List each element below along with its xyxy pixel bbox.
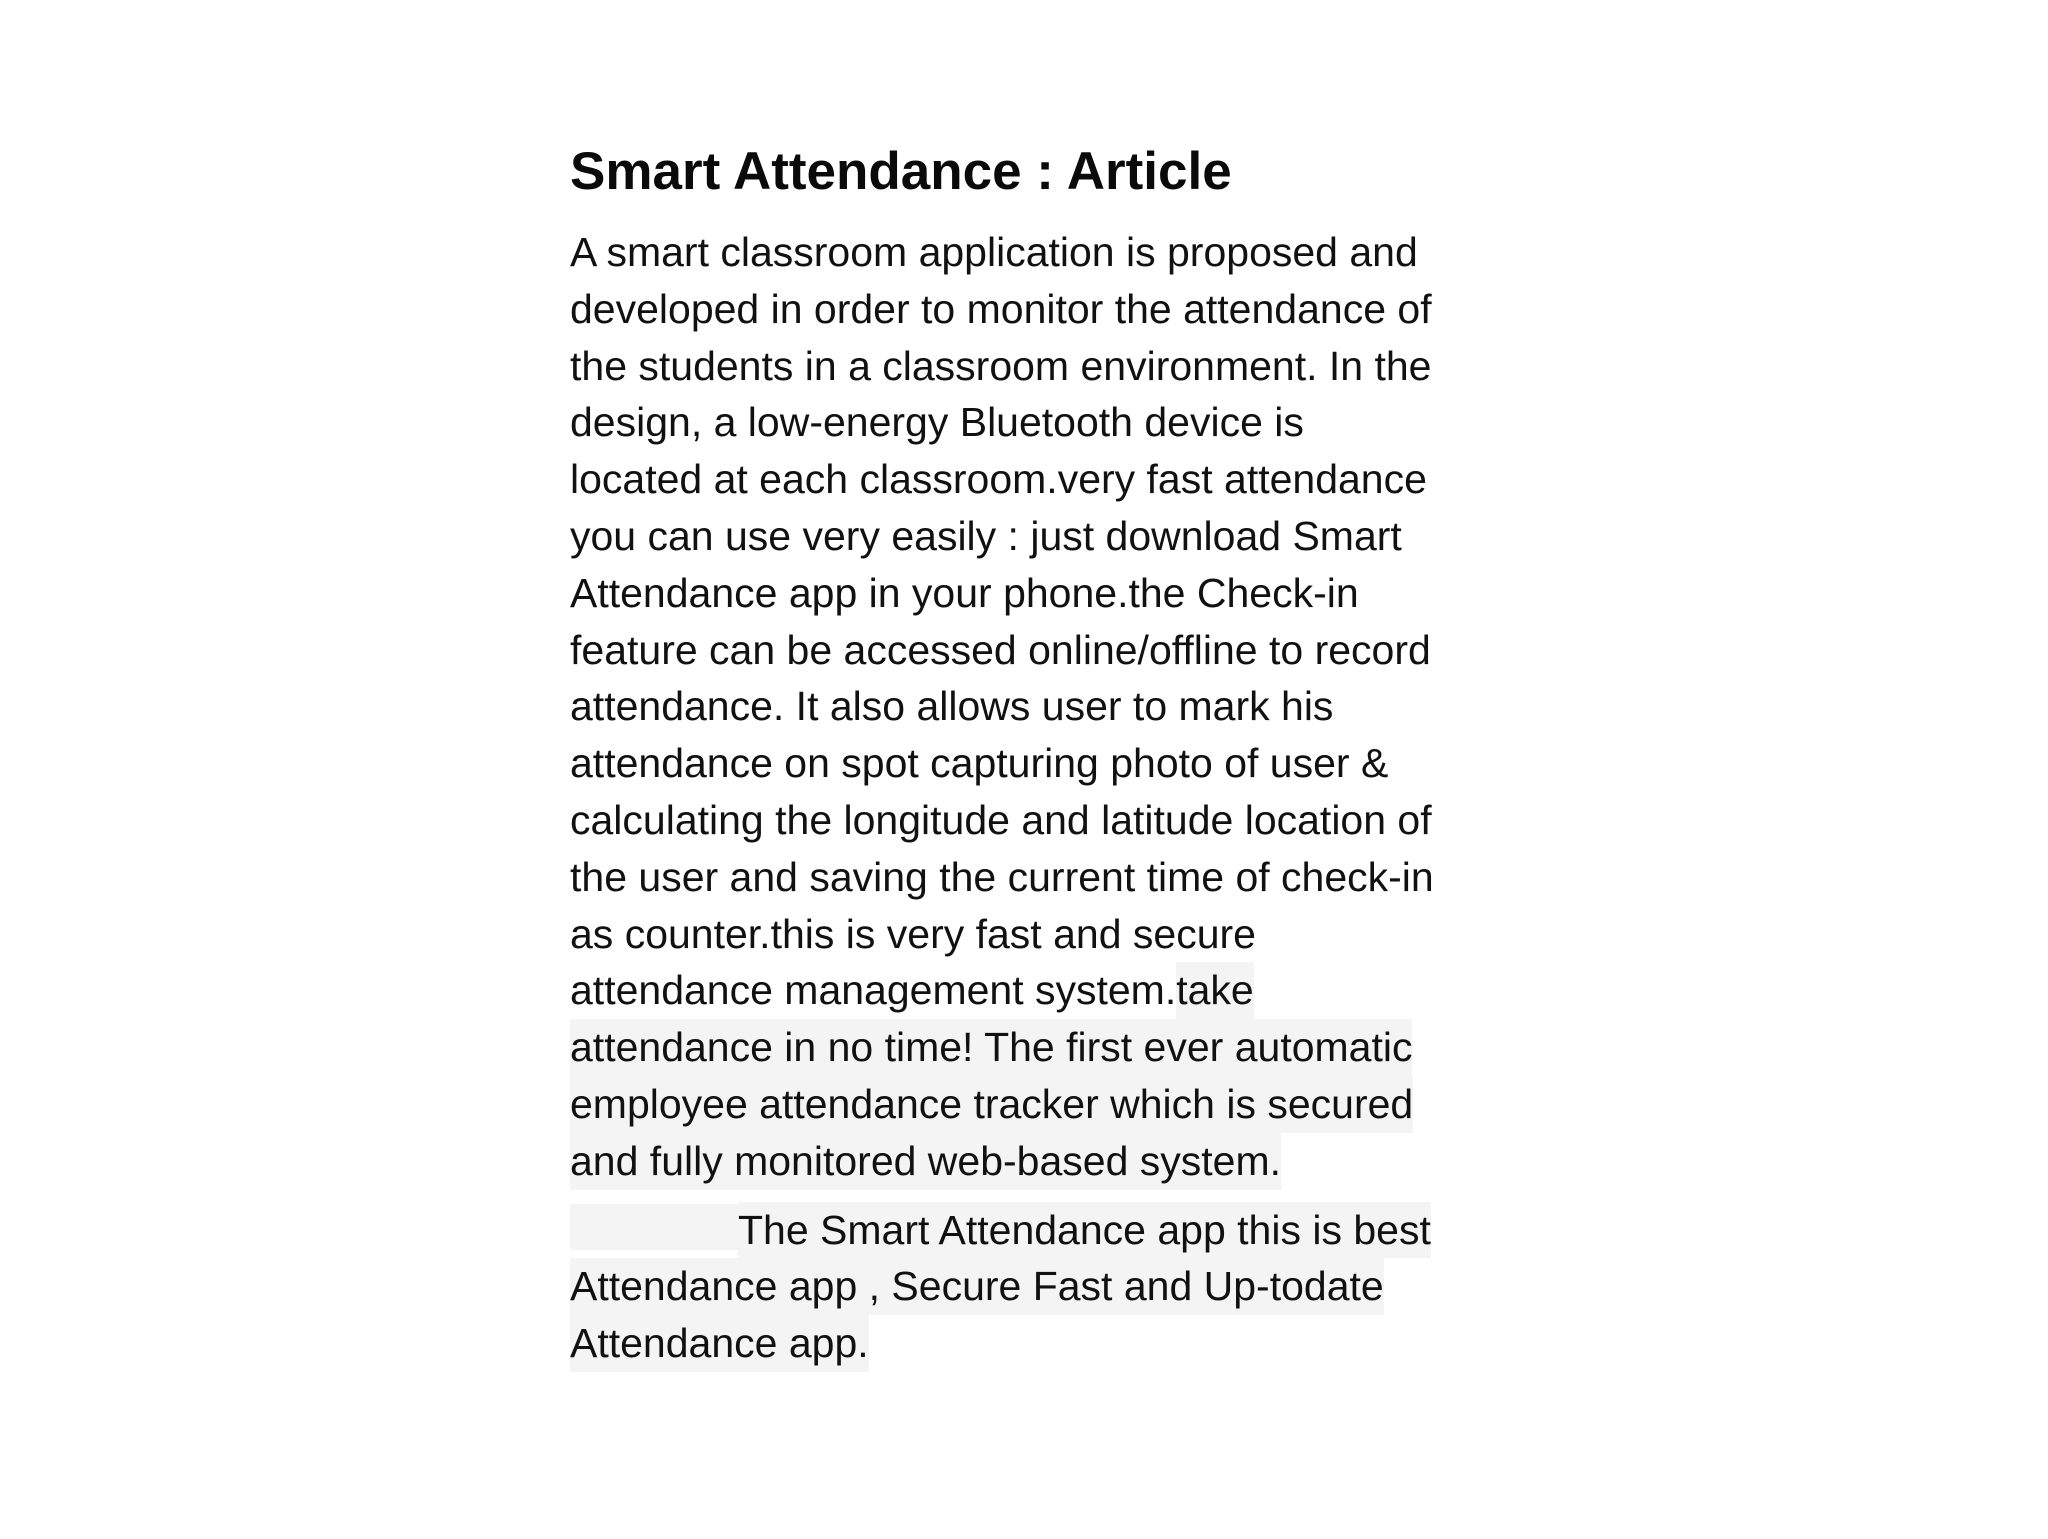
text-line: attendance on spot capturing photo of user &: [570, 740, 1389, 787]
text-line: you can use very easily : just download Smart: [570, 512, 1402, 559]
highlighted-line: [570, 1019, 1530, 1076]
highlighted-line: [570, 1076, 1530, 1133]
text-line: developed in order to monitor the attendance of: [570, 285, 1432, 332]
text-line: calculating the longitude and latitude location of: [570, 796, 1432, 843]
text-line: feature can be accessed online/offline to record: [570, 626, 1431, 673]
text-line: A smart classroom application is proposed and: [570, 229, 1418, 275]
highlighted-text-segment: The Smart Attendance app this is best: [738, 1202, 1431, 1259]
text-line: as counter.this is very fast and secure: [570, 910, 1256, 957]
article-paragraph-1: [570, 224, 1530, 1190]
highlighted-text-segment: employee attendance tracker which is secured: [570, 1076, 1413, 1133]
article-title: Smart Attendance : Article: [570, 142, 1232, 201]
text-line: Attendance app in your phone.the Check-in: [570, 569, 1359, 616]
article-paragraph-2: [570, 1202, 1530, 1372]
highlighted-line: [570, 1315, 1530, 1372]
text-line: the students in a classroom environment. In the: [570, 342, 1432, 389]
highlighted-text-segment: attendance in no time! The first ever automatic: [570, 1019, 1412, 1076]
highlighted-text-segment: and fully monitored web-based system.: [570, 1133, 1281, 1190]
paragraph-gap: [570, 1190, 1530, 1202]
highlighted-text-segment: Attendance app.: [570, 1315, 869, 1372]
highlighted-line: [570, 1202, 1530, 1259]
text-line: located at each classroom.very fast attendance: [570, 456, 1427, 503]
text-segment: attendance management system.: [570, 967, 1177, 1014]
indent-highlight: [570, 1204, 738, 1250]
text-line: attendance. It also allows user to mark his: [570, 683, 1334, 730]
text-line-mixed: [570, 962, 1530, 1019]
text-line: the user and saving the current time of check-in: [570, 853, 1434, 900]
highlighted-line: [570, 1133, 1530, 1190]
text-line: design, a low-energy Bluetooth device is: [570, 399, 1304, 446]
article: [570, 138, 1530, 1372]
highlighted-text-segment: Attendance app , Secure Fast and Up-todate: [570, 1258, 1384, 1315]
highlighted-line: [570, 1258, 1530, 1315]
highlighted-text-segment: take: [1176, 962, 1254, 1019]
